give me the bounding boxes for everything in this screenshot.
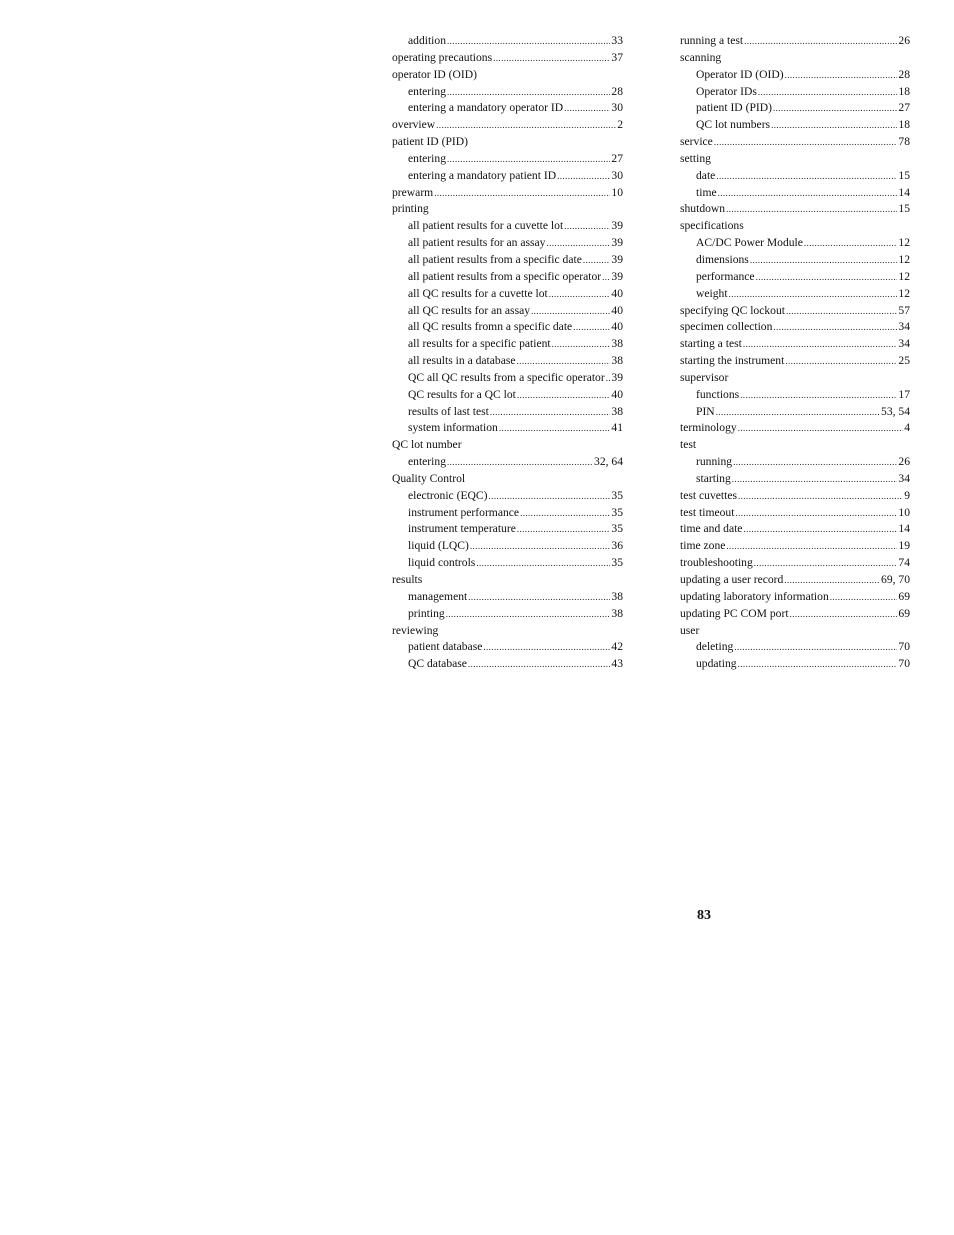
index-subentry: [392, 606, 623, 623]
index-subentry: [680, 117, 910, 134]
dot-leader: [557, 168, 610, 185]
index-term: electronic (EQC): [408, 488, 488, 502]
index-heading: [392, 67, 623, 84]
dot-leader: [517, 353, 611, 370]
index-term: specimen collection: [680, 320, 773, 334]
index-subentry: [680, 656, 910, 673]
index-page-ref: 35: [611, 505, 623, 519]
index-page-ref: 37: [611, 50, 623, 64]
dot-leader: [729, 286, 898, 303]
index-heading: [680, 151, 910, 168]
index-subentry: [680, 67, 910, 84]
dot-leader: [490, 404, 611, 421]
index-page-ref: 9: [904, 488, 910, 502]
index-entry: [680, 336, 910, 353]
index-term: entering a mandatory patient ID: [408, 168, 557, 182]
dot-leader: [773, 100, 897, 117]
index-term: patient database: [408, 640, 483, 654]
index-term: updating PC COM port: [680, 606, 789, 620]
index-term: updating laboratory information: [680, 589, 829, 603]
index-page-ref: 28: [611, 84, 623, 98]
index-term: setting: [680, 151, 711, 165]
page-number: 83: [697, 908, 711, 923]
index-term: all QC results for a cuvette lot: [408, 286, 548, 300]
index-page-ref: 17: [898, 387, 910, 401]
index-term: dimensions: [696, 252, 749, 266]
index-page-ref: 38: [611, 337, 623, 351]
index-term: functions: [696, 387, 740, 401]
dot-leader: [785, 353, 897, 370]
index-entry: [392, 117, 623, 134]
dot-leader: [546, 235, 610, 252]
dot-leader: [771, 117, 897, 134]
index-page-ref: 26: [898, 34, 910, 47]
index-term: operator ID (OID): [392, 67, 477, 81]
index-term: time zone: [680, 539, 726, 553]
index-page-ref: 36: [611, 539, 623, 553]
index-entry: [680, 33, 910, 50]
dot-leader: [773, 319, 897, 336]
index-page-ref: 33: [611, 34, 623, 47]
index-page-ref: 18: [898, 84, 910, 98]
index-term: patient ID (PID): [696, 101, 772, 115]
index-term: supervisor: [680, 370, 729, 384]
index-subentry: [392, 488, 623, 505]
dot-leader: [785, 67, 898, 84]
index-term: management: [408, 589, 468, 603]
index-term: entering: [408, 455, 446, 469]
index-subentry: [392, 353, 623, 370]
index-term: time: [696, 185, 717, 199]
index-term: troubleshooting: [680, 556, 753, 570]
index-subentry: [680, 471, 910, 488]
index-page-ref: 2: [617, 118, 623, 132]
index-page-ref: 38: [611, 589, 623, 603]
index-heading: [392, 572, 623, 589]
index-subentry: [680, 454, 910, 471]
index-page-ref: 15: [898, 168, 910, 182]
dot-leader: [447, 151, 610, 168]
dot-leader: [531, 303, 610, 320]
index-heading: [680, 437, 910, 454]
index-subentry: [392, 151, 623, 168]
index-heading: [680, 370, 910, 387]
dot-leader: [732, 471, 898, 488]
dot-leader: [583, 252, 611, 269]
dot-leader: [517, 387, 611, 404]
index-subentry: [680, 235, 910, 252]
dot-leader: [750, 252, 898, 269]
index-page-ref: 35: [611, 488, 623, 502]
index-page-ref: 70: [898, 657, 910, 671]
dot-leader: [743, 521, 897, 538]
dot-leader: [483, 639, 610, 656]
index-subentry: [680, 269, 910, 286]
index-term: system information: [408, 421, 498, 435]
index-term: Operator IDs: [696, 84, 757, 98]
index-subentry: [392, 404, 623, 421]
index-entry: [680, 521, 910, 538]
index-entry: [680, 606, 910, 623]
index-term: specifications: [680, 219, 744, 233]
index-subentry: [392, 336, 623, 353]
index-term: QC database: [408, 657, 467, 671]
index-page-ref: 27: [898, 101, 910, 115]
index-page-ref: 4: [904, 421, 910, 435]
index-page-ref: 41: [611, 421, 623, 435]
index-subentry: [392, 521, 623, 538]
index-term: liquid (LQC): [408, 539, 469, 553]
index-heading: [392, 201, 623, 218]
index-page-ref: 43: [611, 657, 623, 671]
dot-leader: [470, 538, 611, 555]
index-entry: [680, 505, 910, 522]
index-entry: [680, 488, 910, 505]
index-subentry: [392, 100, 623, 117]
index-subentry: [392, 218, 623, 235]
index-term: specifying QC lockout: [680, 303, 785, 317]
dot-leader: [468, 656, 610, 673]
index-heading: [680, 50, 910, 67]
index-page-ref: 14: [898, 185, 910, 199]
dot-leader: [738, 488, 903, 505]
index-subentry: [392, 639, 623, 656]
dot-leader: [740, 387, 897, 404]
index-page-ref: 27: [611, 151, 623, 165]
index-term: starting: [696, 471, 731, 485]
index-term: entering: [408, 151, 446, 165]
index-term: updating a user record: [680, 573, 784, 586]
index-subentry: [392, 319, 623, 336]
index-page-ref: 69: [898, 589, 910, 603]
dot-leader: [446, 606, 611, 623]
index-entry: [680, 201, 910, 218]
index-subentry: [680, 252, 910, 269]
index-heading: [392, 437, 623, 454]
index-term: all patient results for a cuvette lot: [408, 219, 564, 233]
index-term: all results in a database: [408, 354, 516, 368]
dot-leader: [714, 134, 898, 151]
index-term: liquid controls: [408, 556, 476, 570]
index-page-ref: 10: [898, 505, 910, 519]
index-term: all patient results from a specific date: [408, 252, 582, 266]
index-page-ref: 12: [898, 252, 910, 266]
index-heading: [680, 623, 910, 640]
index-page-ref: 39: [611, 252, 623, 266]
index-term: test cuvettes: [680, 488, 737, 502]
index-term: prewarm: [392, 185, 434, 199]
index-term: all QC results fromn a specific date: [408, 320, 573, 334]
dot-leader: [716, 404, 880, 421]
index-page-ref: 14: [898, 522, 910, 536]
dot-leader: [447, 84, 610, 101]
index-term: Quality Control: [392, 471, 466, 485]
index-term: deleting: [696, 640, 734, 654]
index-page-ref: 57: [898, 303, 910, 317]
index-heading: [392, 134, 623, 151]
index-term: QC lot numbers: [696, 118, 771, 132]
index-page-ref: 39: [611, 236, 623, 250]
index-term: QC results for a QC lot: [408, 387, 516, 401]
index-term: operating precautions: [392, 50, 493, 64]
index-term: running: [696, 455, 733, 469]
index-heading: [392, 471, 623, 488]
index-entry: [680, 555, 910, 572]
index-page-ref: 15: [898, 202, 910, 216]
index-page-ref: 39: [611, 269, 623, 283]
index-subentry: [392, 387, 623, 404]
index-page-ref: 70: [898, 640, 910, 654]
index-page-ref: 35: [611, 522, 623, 536]
index-page-ref: 78: [898, 135, 910, 149]
dot-leader: [756, 269, 898, 286]
index-term: shutdown: [680, 202, 726, 216]
dot-leader: [738, 420, 904, 437]
dot-leader: [735, 505, 897, 522]
index-heading: [392, 623, 623, 640]
dot-leader: [436, 117, 616, 134]
index-column-right: [680, 33, 910, 673]
index-term: printing: [392, 202, 429, 216]
index-page-ref: 69: [898, 606, 910, 620]
index-entry: [680, 319, 910, 336]
index-page-ref: 18: [898, 118, 910, 132]
index-page-ref: 34: [898, 320, 910, 334]
dot-leader: [718, 185, 898, 202]
index-entry: [392, 185, 623, 202]
index-page-ref: 42: [611, 640, 623, 654]
index-entry: [680, 572, 910, 589]
dot-leader: [786, 303, 897, 320]
index-term: results: [392, 573, 423, 586]
index-term: AC/DC Power Module: [696, 236, 803, 250]
index-subentry: [680, 84, 910, 101]
dot-leader: [744, 33, 897, 50]
index-term: all results for a specific patient: [408, 337, 551, 351]
index-page-ref: 30: [611, 168, 623, 182]
index-term: weight: [696, 286, 728, 300]
index-term: scanning: [680, 50, 722, 64]
index-subentry: [392, 505, 623, 522]
index-term: date: [696, 168, 716, 182]
index-term: QC all QC results from a specific operator: [408, 370, 605, 384]
dot-leader: [606, 370, 611, 387]
index-page-ref: 69, 70: [881, 573, 910, 586]
dot-leader: [520, 505, 610, 522]
dot-leader: [564, 100, 610, 117]
index-entry: [680, 353, 910, 370]
dot-leader: [784, 572, 880, 589]
index-page-ref: 28: [898, 67, 910, 81]
index-subentry: [392, 168, 623, 185]
index-subentry: [680, 100, 910, 117]
index-page-ref: 34: [898, 337, 910, 351]
index-term: terminology: [680, 421, 737, 435]
dot-leader: [552, 336, 611, 353]
dot-leader: [447, 454, 593, 471]
index-subentry: [392, 84, 623, 101]
dot-leader: [476, 555, 610, 572]
index-page-ref: 53, 54: [881, 404, 910, 418]
index-page-ref: 39: [611, 219, 623, 233]
dot-leader: [804, 235, 897, 252]
index-page-ref: 40: [611, 387, 623, 401]
index-term: entering: [408, 84, 446, 98]
dot-leader: [517, 521, 611, 538]
dot-leader: [758, 84, 898, 101]
index-page-ref: 34: [898, 471, 910, 485]
index-term: reviewing: [392, 623, 439, 637]
index-term: test: [680, 438, 697, 452]
index-term: user: [680, 623, 700, 637]
index-subentry: [392, 33, 623, 50]
index-term: patient ID (PID): [392, 135, 468, 149]
index-term: all patient results for an assay: [408, 236, 546, 250]
index-subentry: [680, 286, 910, 303]
dot-leader: [434, 185, 610, 202]
index-subentry: [680, 387, 910, 404]
index-term: printing: [408, 606, 445, 620]
index-term: all QC results for an assay: [408, 303, 531, 317]
index-page-ref: 30: [611, 101, 623, 115]
index-subentry: [392, 656, 623, 673]
dot-leader: [447, 33, 610, 50]
index-term: results of last test: [408, 404, 489, 418]
index-page-ref: 12: [898, 286, 910, 300]
index-page-ref: 40: [611, 303, 623, 317]
index-term: test timeout: [680, 505, 735, 519]
index-page-ref: 26: [898, 455, 910, 469]
index-term: starting a test: [680, 337, 742, 351]
index-subentry: [392, 589, 623, 606]
index-term: instrument performance: [408, 505, 520, 519]
index-page-ref: 39: [611, 370, 623, 384]
dot-leader: [726, 201, 897, 218]
dot-leader: [564, 218, 610, 235]
index-term: PIN: [696, 404, 715, 418]
index-subentry: [392, 303, 623, 320]
index-term: starting the instrument: [680, 354, 785, 368]
index-subentry: [680, 639, 910, 656]
index-term: updating: [696, 657, 737, 671]
dot-leader: [489, 488, 611, 505]
dot-leader: [716, 168, 897, 185]
index-term: overview: [392, 118, 436, 132]
index-subentry: [392, 286, 623, 303]
index-page-ref: 10: [611, 185, 623, 199]
index-subentry: [392, 555, 623, 572]
index-term: all patient results from a specific operator: [408, 269, 602, 283]
index-page-ref: 35: [611, 556, 623, 570]
index-page-ref: 12: [898, 269, 910, 283]
index-entry: [680, 420, 910, 437]
dot-leader: [830, 589, 898, 606]
dot-leader: [738, 656, 898, 673]
index-subentry: [392, 252, 623, 269]
index-entry: [680, 538, 910, 555]
index-page-ref: 38: [611, 354, 623, 368]
dot-leader: [493, 50, 610, 67]
index-subentry: [392, 454, 623, 471]
index-term: performance: [696, 269, 755, 283]
dot-leader: [734, 639, 897, 656]
index-term: service: [680, 135, 713, 149]
dot-leader: [743, 336, 898, 353]
dot-leader: [602, 269, 610, 286]
index-subentry: [392, 269, 623, 286]
index-term: instrument temperature: [408, 522, 516, 536]
index-page-ref: 12: [898, 236, 910, 250]
index-page-ref: 40: [611, 320, 623, 334]
index-entry: [680, 134, 910, 151]
index-subentry: [680, 168, 910, 185]
dot-leader: [790, 606, 898, 623]
dot-leader: [468, 589, 610, 606]
index-term: Operator ID (OID): [696, 67, 784, 81]
index-page-ref: 74: [898, 556, 910, 570]
index-column-left: [392, 33, 623, 673]
index-subentry: [680, 185, 910, 202]
index-page-ref: 40: [611, 286, 623, 300]
index-entry: [680, 589, 910, 606]
index-term: entering a mandatory operator ID: [408, 101, 564, 115]
index-subentry: [392, 370, 623, 387]
dot-leader: [754, 555, 898, 572]
index-term: QC lot number: [392, 438, 462, 452]
dot-leader: [733, 454, 897, 471]
dot-leader: [499, 420, 611, 437]
index-page-ref: 38: [611, 606, 623, 620]
dot-leader: [549, 286, 611, 303]
index-subentry: [392, 235, 623, 252]
index-subentry: [392, 538, 623, 555]
dot-leader: [726, 538, 897, 555]
index-page-ref: 19: [898, 539, 910, 553]
index-term: time and date: [680, 522, 743, 536]
index-page-ref: 38: [611, 404, 623, 418]
index-page-ref: 32, 64: [594, 455, 623, 469]
index-term: addition: [408, 34, 446, 47]
dot-leader: [573, 319, 610, 336]
index-entry: [680, 303, 910, 320]
index-subentry: [680, 404, 910, 421]
index-subentry: [392, 420, 623, 437]
index-entry: [392, 50, 623, 67]
index-term: running a test: [680, 34, 744, 47]
index-page-ref: 25: [898, 354, 910, 368]
index-heading: [680, 218, 910, 235]
